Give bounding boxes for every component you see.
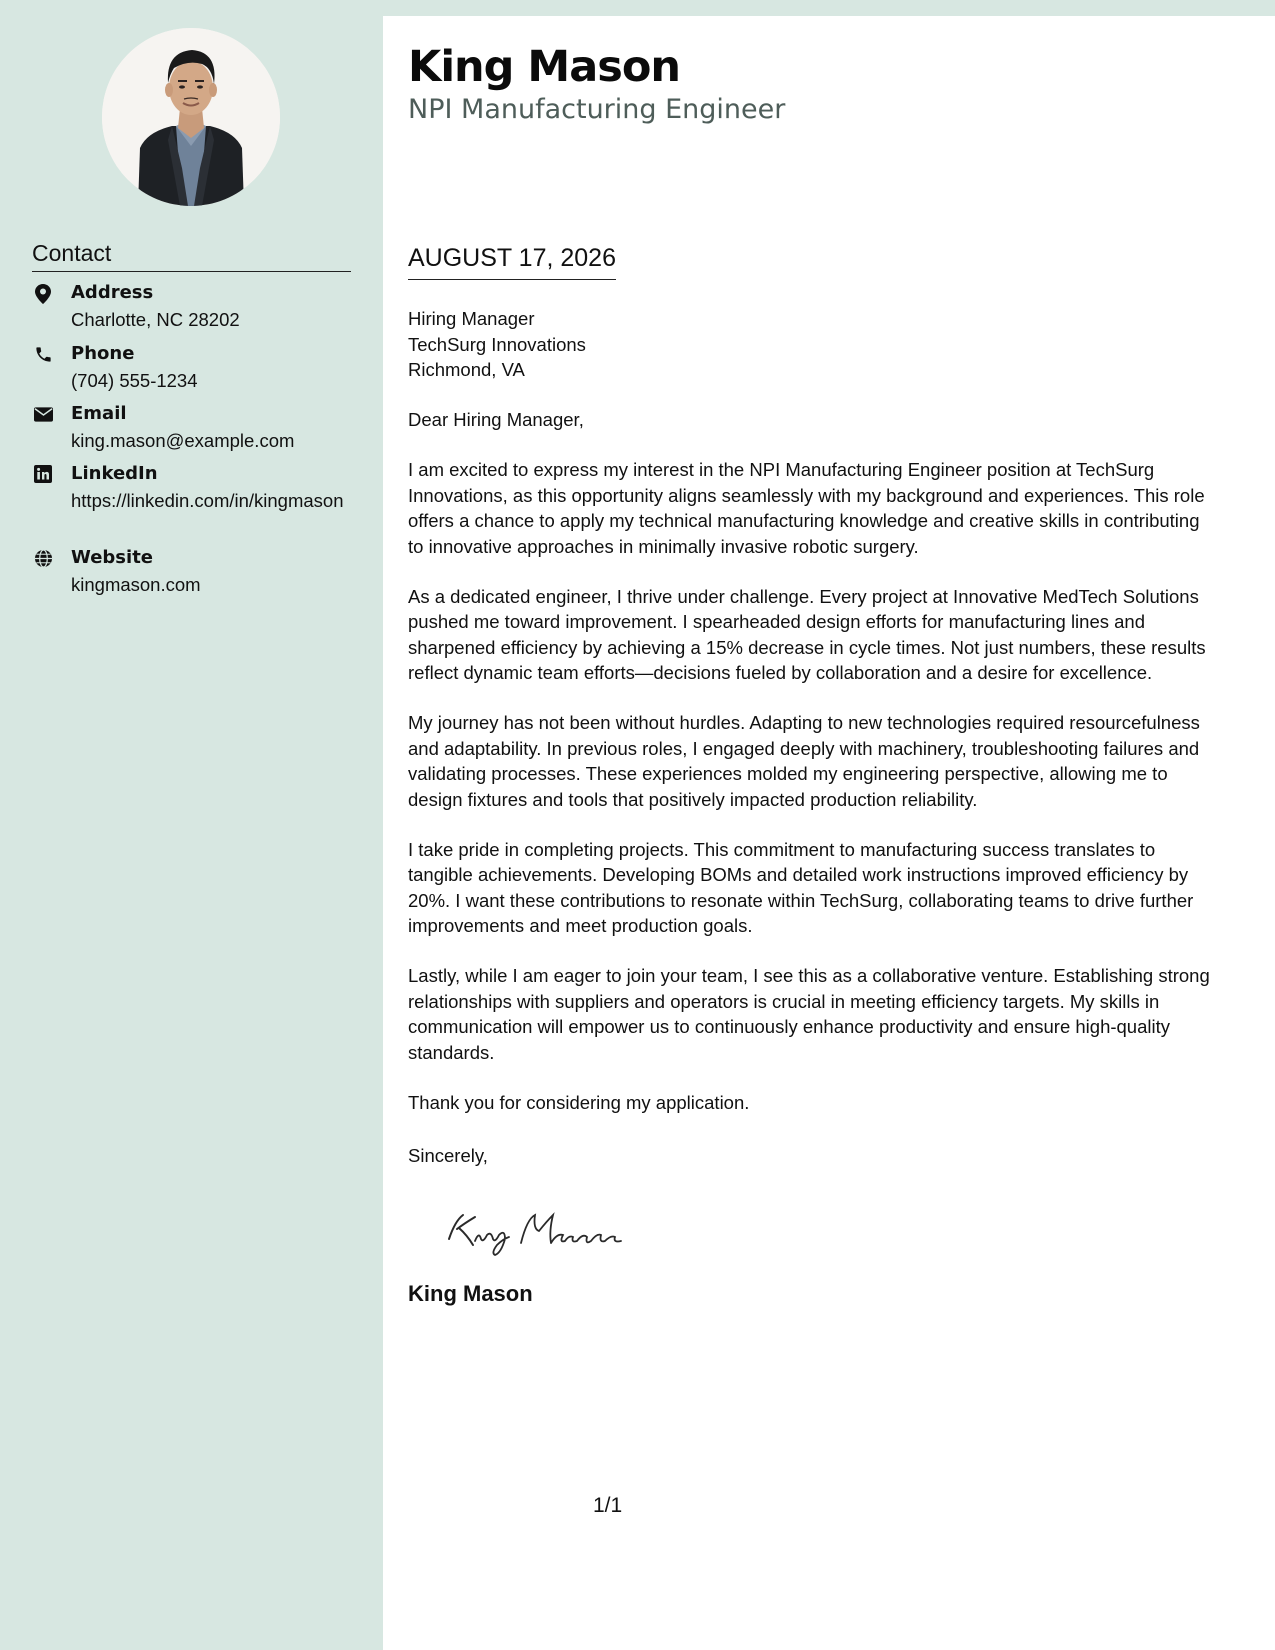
recipient-line: TechSurg Innovations [408, 333, 586, 355]
signature [435, 1201, 645, 1266]
recipient-line: Hiring Manager [408, 308, 535, 329]
website-value[interactable]: kingmason.com [71, 574, 201, 595]
letter-body [383, 16, 1275, 1650]
paragraph: As a dedicated engineer, I thrive under challenge. Every project at Innovative MedTech Solutions pushed me toward improvement. I spearheaded design efforts for manufacturing lines and sharpened efficiency by achieving a 15% decrease in cycle times. Not just numbers, these results reflect dynamic team efforts—decisions fueled by collaboration and a desire for excellence. [408, 585, 1206, 683]
profile-photo [102, 28, 280, 206]
job-title: NPI Manufacturing Engineer [408, 94, 786, 125]
person-portrait-icon [102, 28, 280, 206]
paragraph: I am excited to express my interest in the NPI Manufacturing Engineer position at TechSurg Innovations, as this opportunity aligns seamlessly with my background and experiences. This role offers a chance to apply my technical manufacturing knowledge and creative skills in contributing to innovative approaches in minimally invasive robotic surgery. [408, 459, 1205, 557]
contact-label: Website [71, 547, 154, 568]
paragraph: Lastly, while I am eager to join your team, I see this as a collaborative venture. Establishing strong relationships with suppliers and operators is crucial in meeting efficiency targets. My skills in communication will empower us to continuously enhance productivity and ensure high-quality standards. [408, 965, 1210, 1063]
page-number: 1/1 [593, 1494, 623, 1517]
paragraph: Thank you for considering my application. [408, 1091, 750, 1113]
paragraph: My journey has not been without hurdles. Adapting to new technologies required resourcefulness and adaptability. In previous roles, I engaged deeply with machinery, troubleshooting failures and validating processes. These experiences molded my engineering perspective, allowing me to design fixtures and tools that positively impacted production reliability. [408, 712, 1200, 810]
letter-content [408, 407, 1213, 1140]
address-value: Charlotte, NC 28202 [71, 309, 240, 330]
email-value: king.mason@example.com [71, 430, 295, 451]
signer-name: King Mason [408, 1281, 533, 1306]
contact-label: Email [71, 403, 127, 424]
phone-icon [32, 345, 54, 367]
recipient-block [408, 306, 586, 383]
closing: Sincerely, [408, 1145, 488, 1166]
letter-date: AUGUST 17, 2026 [408, 244, 616, 280]
globe-icon [32, 549, 54, 571]
contact-label: Phone [71, 343, 135, 364]
salutation: Dear Hiring Manager, [408, 409, 584, 430]
phone-value: (704) 555-1234 [71, 370, 198, 391]
linkedin-icon [32, 465, 54, 487]
paragraph: I take pride in completing projects. This commitment to manufacturing success translates to tangible achievements. Developing BOMs and detailed work instructions improved efficiency by 20%. I want these contributions to resonate within TechSurg, collaborating teams to drive further improvements and meet production goals. [408, 838, 1194, 936]
recipient-line: Richmond, VA [408, 359, 525, 380]
applicant-name: King Mason [408, 42, 680, 92]
sidebar [0, 0, 383, 1650]
handwritten-signature [435, 1201, 645, 1261]
contact-heading: Contact [32, 240, 351, 272]
map-pin-icon [32, 284, 54, 306]
contact-label: LinkedIn [71, 463, 158, 484]
linkedin-value[interactable]: https://linkedin.com/in/kingmason [71, 490, 344, 511]
contact-label: Address [71, 282, 154, 303]
envelope-icon [32, 405, 54, 427]
